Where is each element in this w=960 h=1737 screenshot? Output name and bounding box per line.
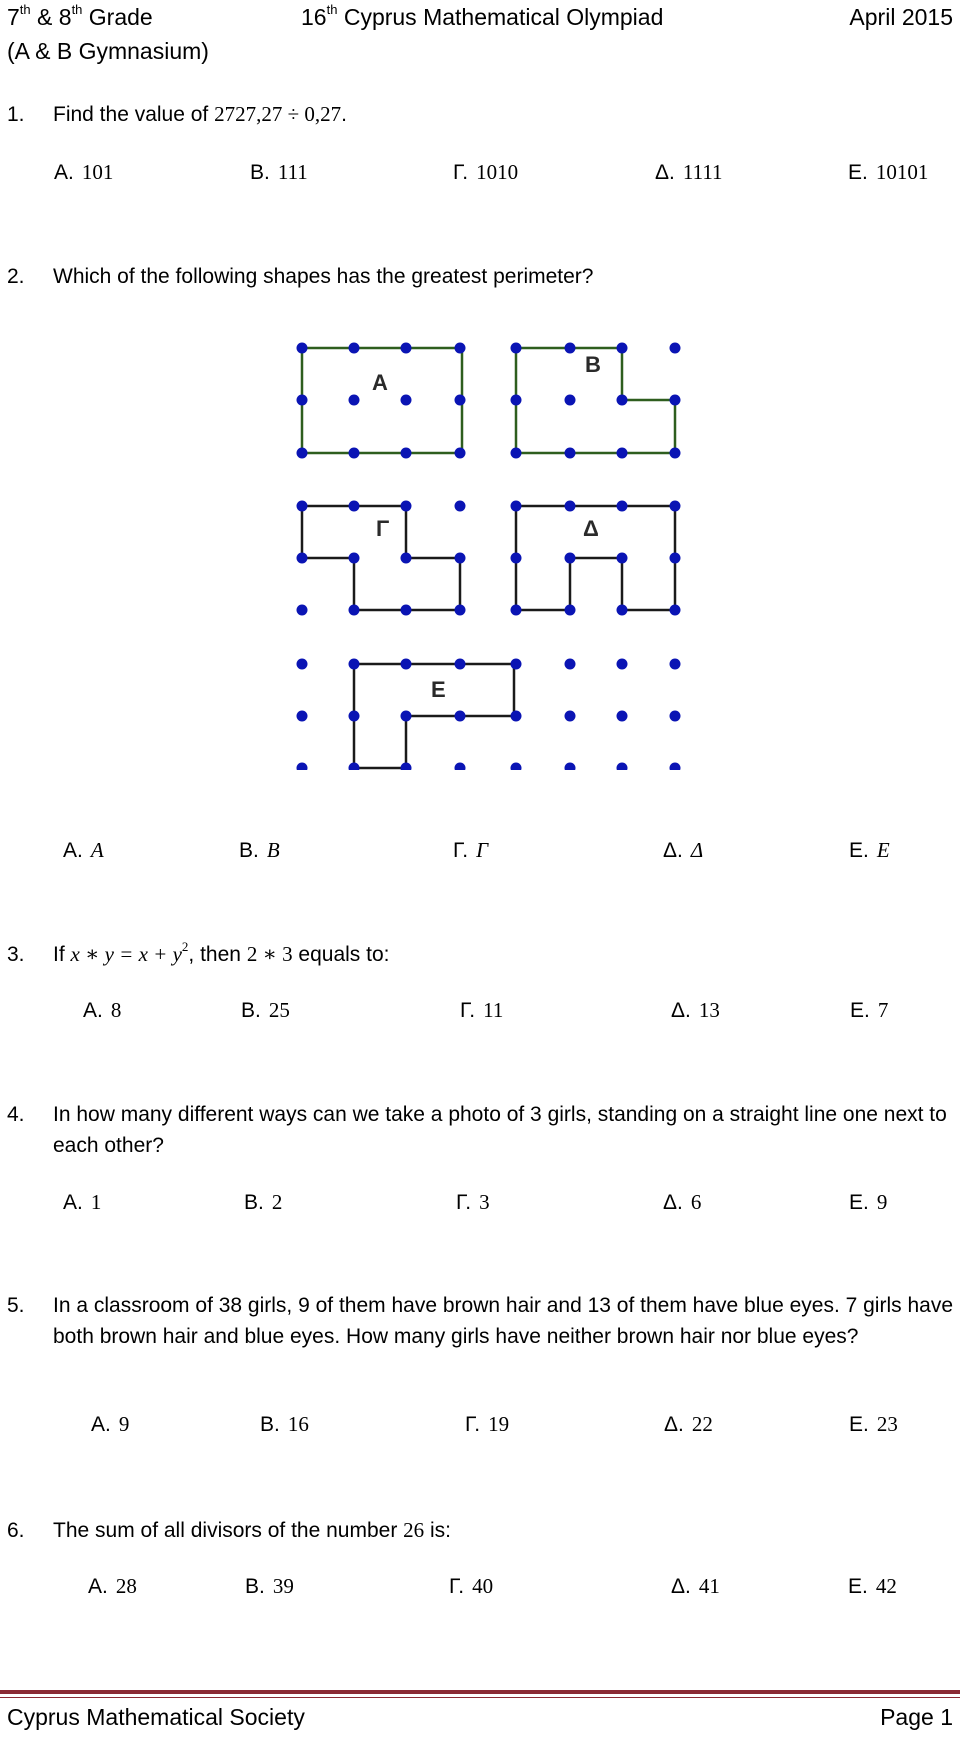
grid-dot: [455, 605, 466, 616]
option-e[interactable]: Ε. E: [849, 838, 890, 862]
option-c[interactable]: Γ. 1010: [453, 160, 519, 184]
shape-label-b: B: [585, 352, 601, 377]
grid-dot: [349, 605, 360, 616]
grid-dot: [565, 448, 576, 459]
shape-label-a: A: [372, 370, 388, 395]
grid-dot: [297, 343, 308, 354]
shape-label-delta: Δ: [583, 516, 599, 541]
grid-dot: [297, 448, 308, 459]
question-number: 4.: [7, 1103, 25, 1126]
question-5: [0, 1290, 960, 1386]
question-text: In how many different ways can we take a photo of 3 girls, standing on a straight line one next to each other?: [53, 1103, 947, 1157]
math-expression: 2 ∗ 3: [246, 942, 293, 966]
grid-dot: [565, 553, 576, 564]
grid-dot: [401, 659, 412, 670]
question-6: [0, 1515, 960, 1547]
option-b[interactable]: Β. B: [239, 838, 280, 862]
grid-dot: [401, 448, 412, 459]
option-e[interactable]: Ε. 10101: [848, 160, 929, 184]
grid-dot: [617, 711, 628, 722]
grid-dot: [511, 343, 522, 354]
option-d[interactable]: Δ. 41: [671, 1574, 720, 1598]
option-d[interactable]: Δ. Δ: [663, 838, 704, 862]
grid-dot: [297, 711, 308, 722]
grid-dot: [297, 553, 308, 564]
grid-dot: [349, 343, 360, 354]
grid-dot: [617, 605, 628, 616]
grid-dot: [455, 659, 466, 670]
question-number: 1.: [7, 103, 25, 126]
grid-dot: [455, 501, 466, 512]
grid-dot: [401, 501, 412, 512]
option-b[interactable]: Β. 2: [244, 1190, 283, 1214]
question-number: 3.: [7, 943, 25, 966]
grid-dot: [565, 711, 576, 722]
grid-dot: [401, 395, 412, 406]
grid-dot: [349, 659, 360, 670]
grid-dot: [297, 763, 308, 771]
question-1: [0, 99, 960, 131]
grid-dot: [511, 553, 522, 564]
gymnasium-subtitle: (A & B Gymnasium): [7, 38, 209, 64]
option-d[interactable]: Δ. 22: [664, 1412, 713, 1436]
grid-dot: [349, 448, 360, 459]
option-a[interactable]: Α. 8: [83, 998, 122, 1022]
grid-dot: [511, 711, 522, 722]
grid-dot: [617, 763, 628, 771]
grid-dot: [401, 553, 412, 564]
shape-label-gamma: Γ: [376, 516, 390, 541]
question-text: The sum of all divisors of the number 26 is:: [53, 1518, 451, 1542]
shape-label-e: E: [431, 677, 446, 702]
option-a[interactable]: Α. 1: [63, 1190, 102, 1214]
option-e[interactable]: Ε. 23: [849, 1412, 898, 1436]
option-a[interactable]: Α. 101: [54, 160, 114, 184]
question-2: [0, 261, 960, 293]
grid-dot: [670, 553, 681, 564]
grid-dot: [455, 343, 466, 354]
question-4: [0, 1099, 960, 1163]
grid-dot: [455, 553, 466, 564]
grid-dot: [349, 501, 360, 512]
footer-rule-thick: [0, 1690, 960, 1694]
grid-dot: [617, 553, 628, 564]
grid-dot: [617, 395, 628, 406]
grid-dot: [401, 605, 412, 616]
grid-dot: [617, 448, 628, 459]
grid-dot: [455, 395, 466, 406]
grid-dot: [511, 763, 522, 771]
grid-dot: [617, 501, 628, 512]
grid-dot: [349, 763, 360, 771]
question-text: In a classroom of 38 girls, 9 of them have brown hair and 13 of them have blue eyes. 7 girls have both brown hair and blue eyes. How many girls have neither brown hair nor blue eyes?: [53, 1294, 953, 1348]
question-3: [0, 939, 960, 971]
option-e[interactable]: Ε. 7: [850, 998, 889, 1022]
exam-date: April 2015: [849, 4, 953, 30]
grid-dot: [670, 448, 681, 459]
option-b[interactable]: Β. 25: [241, 998, 290, 1022]
grid-dot: [565, 763, 576, 771]
grid-dot: [401, 343, 412, 354]
math-definition: x ∗ y = x + y: [70, 942, 182, 966]
grid-dot: [297, 659, 308, 670]
grid-dot: [297, 501, 308, 512]
grid-dot: [511, 659, 522, 670]
grid-dot: [401, 763, 412, 771]
option-e[interactable]: Ε. 9: [849, 1190, 888, 1214]
grid-dot: [670, 763, 681, 771]
option-c[interactable]: Γ. 3: [456, 1190, 490, 1214]
option-b[interactable]: Β. 39: [245, 1574, 294, 1598]
grid-dot: [565, 343, 576, 354]
grid-dot: [565, 659, 576, 670]
question-number: 2.: [7, 265, 25, 288]
grid-dot: [670, 711, 681, 722]
grid-dot: [455, 711, 466, 722]
grid-dot: [670, 659, 681, 670]
grid-dot: [565, 501, 576, 512]
option-c[interactable]: Γ. 40: [449, 1574, 494, 1598]
shape-a-outline: [302, 348, 462, 453]
grid-dot: [565, 395, 576, 406]
option-b[interactable]: Β. 16: [260, 1412, 309, 1436]
grid-dot: [565, 605, 576, 616]
grid-dot: [401, 711, 412, 722]
option-d[interactable]: Δ. 6: [663, 1190, 702, 1214]
grid-dot: [511, 605, 522, 616]
grid-dot: [455, 448, 466, 459]
grid-dot: [511, 501, 522, 512]
option-d[interactable]: Δ. 1111: [655, 160, 723, 184]
grid-dot: [670, 343, 681, 354]
olympiad-title: 16th Cyprus Mathematical Olympiad: [301, 2, 664, 30]
option-c[interactable]: Γ. 19: [465, 1412, 510, 1436]
grid-dot: [511, 448, 522, 459]
option-b[interactable]: Β. 111: [250, 160, 308, 184]
grid-dot: [349, 711, 360, 722]
grid-dot: [670, 395, 681, 406]
footer-society: Cyprus Mathematical Society: [7, 1704, 305, 1730]
question-number: 5.: [7, 1294, 25, 1317]
footer-rule-thin: [0, 1697, 960, 1698]
grid-dot: [617, 343, 628, 354]
option-c[interactable]: Γ. 11: [460, 998, 504, 1022]
option-e[interactable]: Ε. 42: [848, 1574, 897, 1598]
option-a[interactable]: Α. 28: [88, 1574, 137, 1598]
grid-dot: [670, 501, 681, 512]
grade-heading: 7th & 8th Grade: [7, 2, 153, 30]
option-c[interactable]: Γ. Γ: [453, 838, 489, 862]
grid-dot: [297, 395, 308, 406]
math-expression: 2727,27 ÷ 0,27: [214, 102, 342, 126]
grid-dot: [455, 763, 466, 771]
grid-dot: [297, 605, 308, 616]
grid-dot: [511, 395, 522, 406]
question-text: Which of the following shapes has the greatest perimeter?: [53, 265, 594, 288]
question-number: 6.: [7, 1519, 25, 1542]
option-a[interactable]: Α. A: [63, 838, 104, 862]
question-text: Find the value of 2727,27 ÷ 0,27.: [53, 102, 347, 126]
option-a[interactable]: Α. 9: [91, 1412, 130, 1436]
grid-dot: [670, 605, 681, 616]
option-d[interactable]: Δ. 13: [671, 998, 720, 1022]
footer-page-number: Page 1: [880, 1704, 953, 1730]
grid-dot: [617, 659, 628, 670]
grid-dot: [349, 553, 360, 564]
grid-dot: [349, 395, 360, 406]
question-text: If x ∗ $y = x + y^2$, then 2 ∗ 3 equals to:: [53, 939, 390, 966]
dot-grid-shapes-figure: [280, 330, 700, 770]
